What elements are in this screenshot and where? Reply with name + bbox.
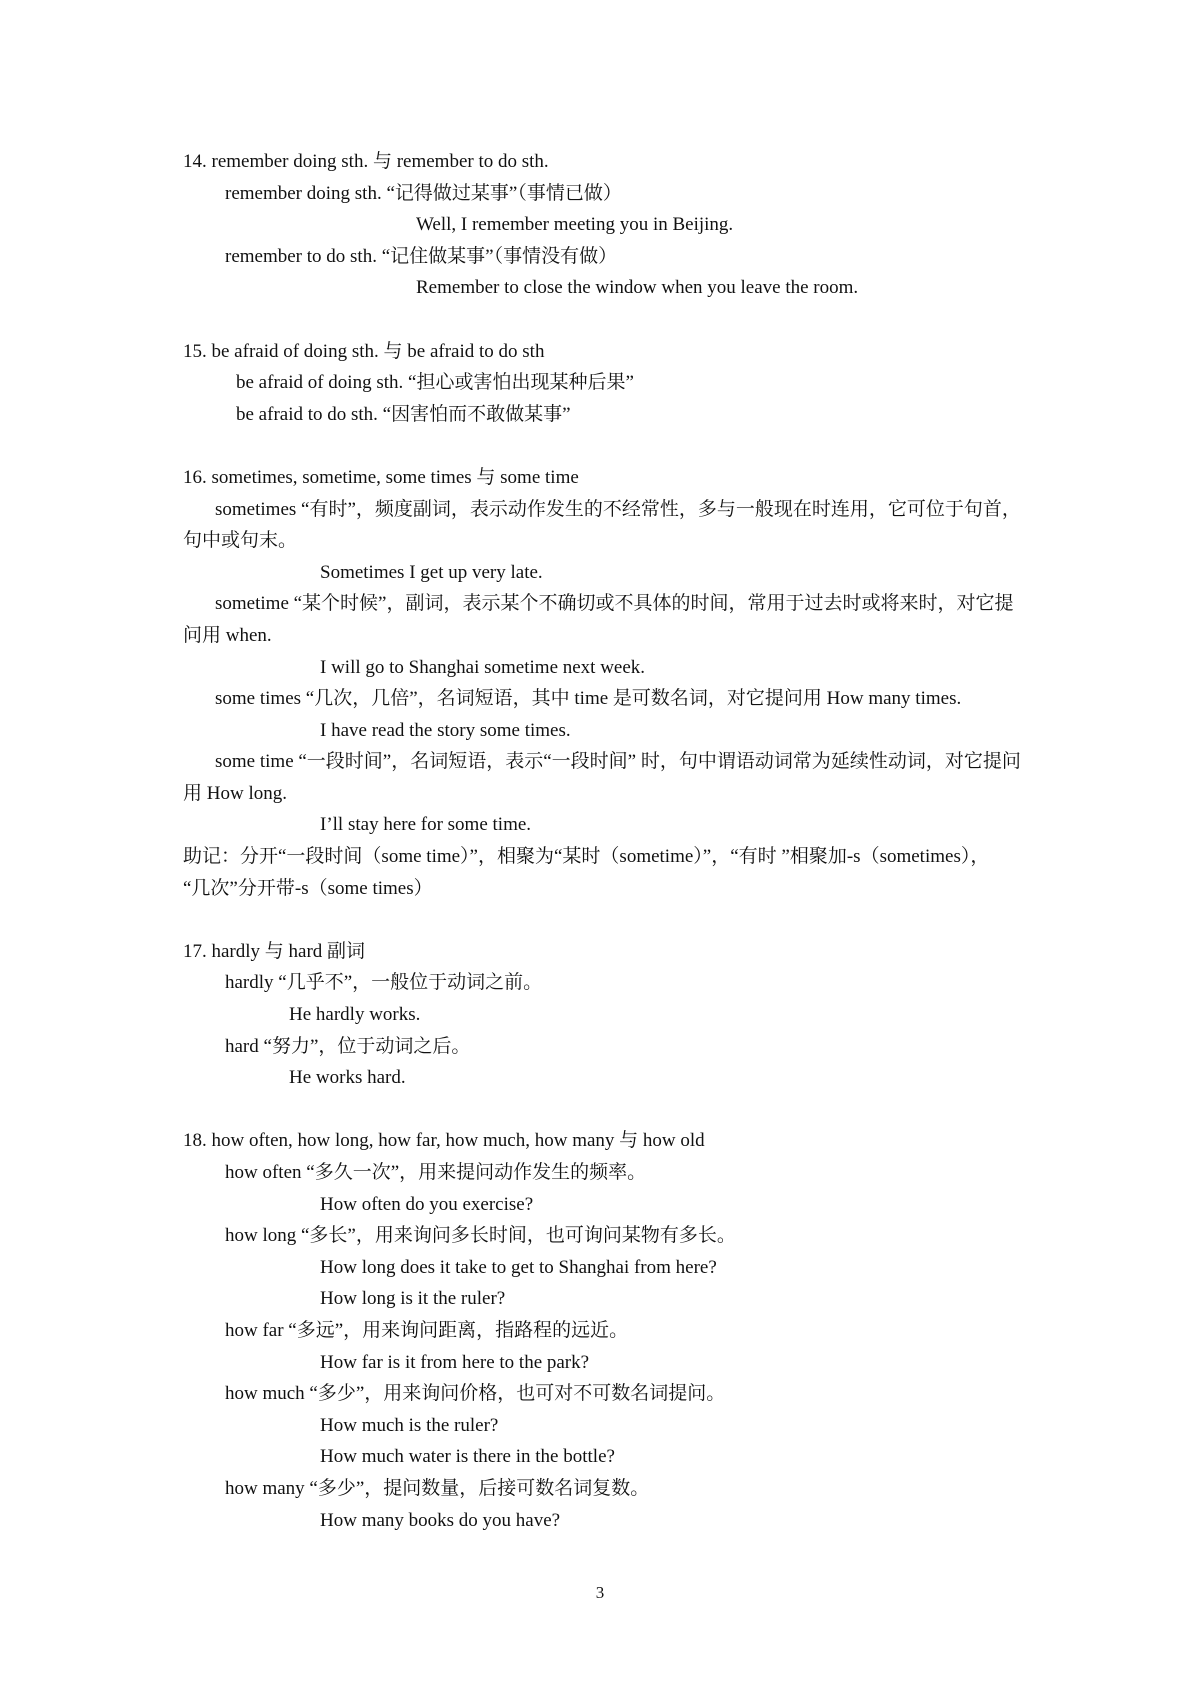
section-spacer xyxy=(183,1094,1023,1126)
section-18-example-1: How often do you exercise? xyxy=(320,1193,534,1215)
section-14-definition-2: remember to do sth. “记住做某事”（事情没有做） xyxy=(225,245,618,267)
section-16-some-times-note: some times “几次，几倍”，名词短语，其中 time 是可数名词，对它提问用 How many times. xyxy=(215,688,962,710)
page-content xyxy=(183,146,1023,1536)
section-spacer xyxy=(183,430,1023,462)
section-15-title: 15. be afraid of doing sth. 与 be afraid to do sth xyxy=(183,340,545,362)
section-18-example-2: How long does it take to get to Shanghai from here? xyxy=(320,1256,717,1278)
section-16-some-time-note: some time “一段时间”，名词短语，表示“一段时间” 时，句中谓语动词常为延续性动词，对它提问用 How long. xyxy=(183,751,1021,804)
section-18-example-5: How much is the ruler? xyxy=(320,1414,499,1436)
section-17-title: 17. hardly 与 hard 副词 xyxy=(183,940,366,962)
section-17-definition-1: hardly “几乎不”，一般位于动词之前。 xyxy=(225,972,543,994)
section-17-definition-2: hard “努力”，位于动词之后。 xyxy=(225,1035,471,1057)
section-18-example-3: How long is it the ruler? xyxy=(320,1288,506,1310)
section-spacer xyxy=(183,304,1023,336)
section-16-sometimes-note: sometimes “有时”，频度副词，表示动作发生的不经常性，多与一般现在时连用，它可位于句首，句中或句末。 xyxy=(183,498,1021,552)
section-14-example-2: Remember to close the window when you leave the room. xyxy=(416,277,859,299)
section-16-sometime-note: sometime “某个时候”，副词，表示某个不确切或不具体的时间，常用于过去时或将来时，对它提问用 when. xyxy=(183,593,1014,646)
section-16-example-1: Sometimes I get up very late. xyxy=(320,561,543,583)
section-18-title: 18. how often, how long, how far, how much, how many 与 how old xyxy=(183,1130,705,1152)
section-16-example-2: I will go to Shanghai sometime next week. xyxy=(320,656,646,678)
section-18-example-6: How much water is there in the bottle? xyxy=(320,1446,615,1468)
page-number: 3 xyxy=(595,1583,605,1602)
section-14-example-1: Well, I remember meeting you in Beijing. xyxy=(416,214,734,236)
section-17-example-1: He hardly works. xyxy=(289,1004,421,1026)
section-15-definition-2: be afraid to do sth. “因害怕而不敢做某事” xyxy=(236,403,571,425)
section-16-example-4: I’ll stay here for some time. xyxy=(320,814,532,836)
section-18-how-often-note: how often “多久一次”，用来提问动作发生的频率。 xyxy=(225,1162,647,1183)
section-18-how-far-note: how far “多远”，用来询问距离，指路程的远近。 xyxy=(225,1319,629,1341)
section-14-title: 14. remember doing sth. 与 remember to do sth. xyxy=(183,151,549,172)
section-17-example-2: He works hard. xyxy=(289,1067,406,1089)
section-18-example-7: How many books do you have? xyxy=(320,1509,561,1531)
section-16-memory-tip-line-2: “几次”分开带-s（some times） xyxy=(183,877,433,899)
section-15-definition-1: be afraid of doing sth. “担心或害怕出现某种后果” xyxy=(236,372,634,394)
section-16-memory-tip-line-1: 助记：分开“一段时间（some time）”，相聚为“某时（sometime）”，“有时 ”相聚加-s（sometimes）， xyxy=(183,846,990,868)
section-18-how-many-note: how many “多少”，提问数量，后接可数名词复数。 xyxy=(225,1477,650,1499)
section-spacer xyxy=(183,904,1023,936)
section-18-example-4: How far is it from here to the park? xyxy=(320,1351,590,1373)
section-18-how-much-note: how much “多少”，用来询问价格，也可对不可数名词提问。 xyxy=(225,1383,726,1405)
section-18-how-long-note: how long “多长”，用来询问多长时间，也可询问某物有多长。 xyxy=(225,1225,736,1247)
section-16-example-3: I have read the story some times. xyxy=(320,719,571,741)
section-16-title: 16. sometimes, sometime, some times 与 some time xyxy=(183,466,579,488)
section-14-definition-1: remember doing sth. “记得做过某事”（事情已做） xyxy=(225,182,622,204)
